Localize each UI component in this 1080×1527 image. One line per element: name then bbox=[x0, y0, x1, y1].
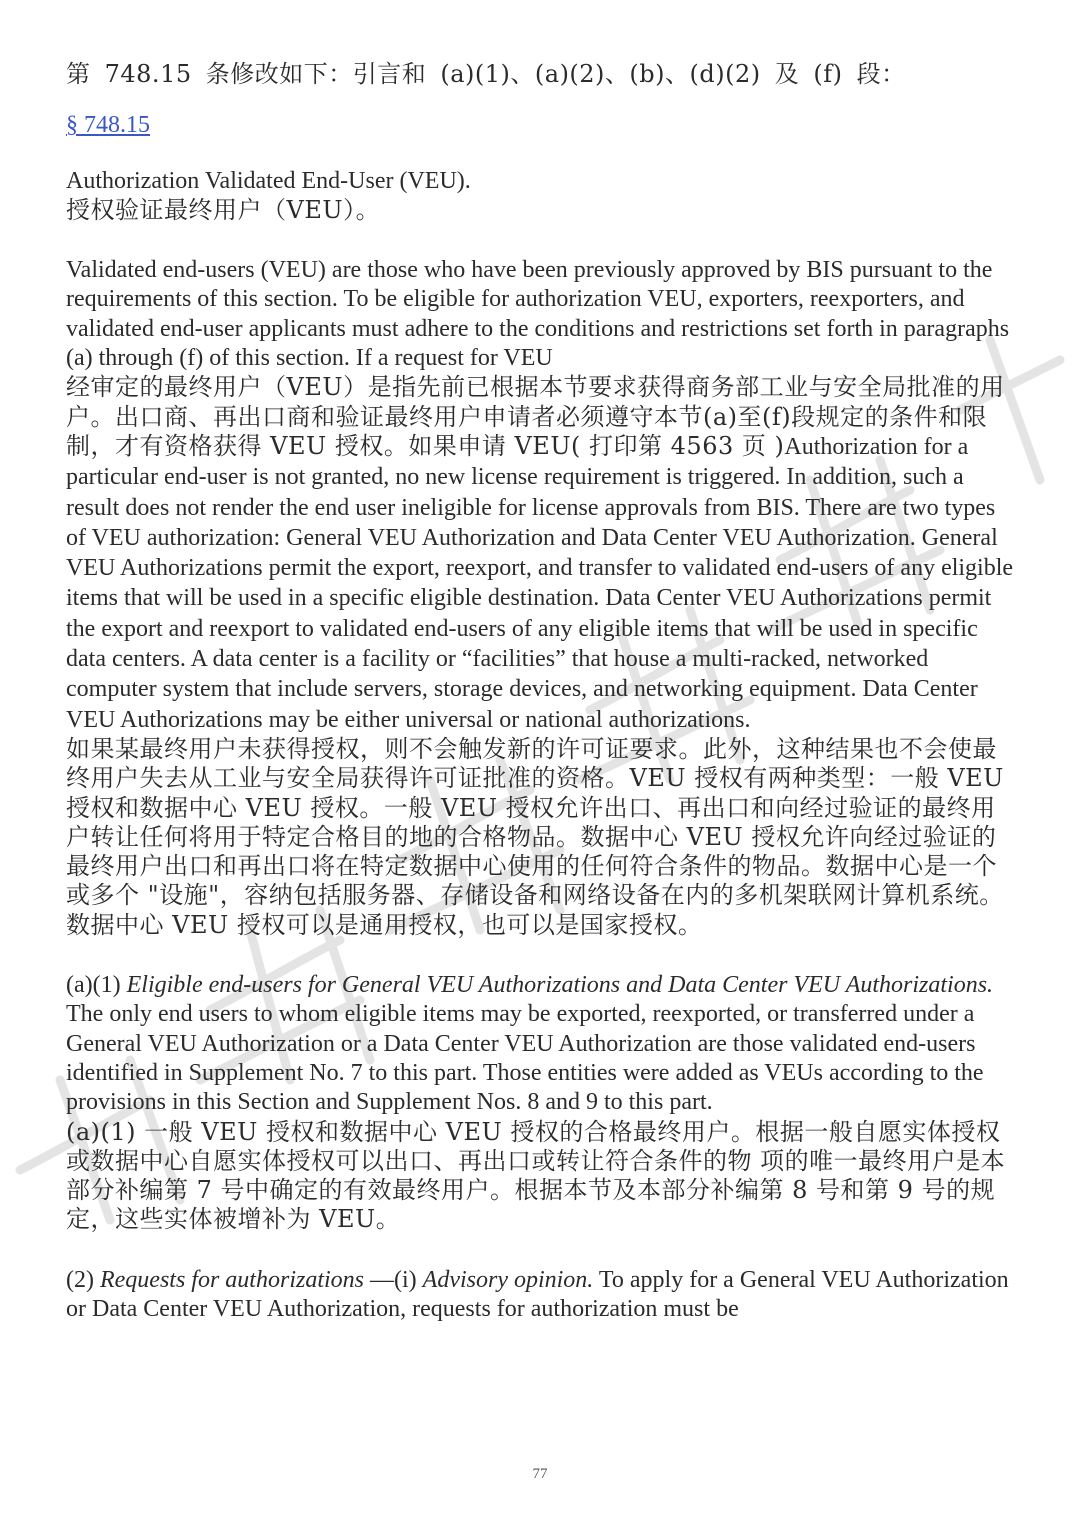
paragraph-a1-heading: Eligible end-users for General VEU Authorizations and Data Center VEU Authorizations. bbox=[126, 972, 994, 999]
paragraph-a1-en bbox=[66, 971, 1016, 1117]
paragraph-a2-label: (2) bbox=[66, 1266, 94, 1293]
paragraph-1-en: Validated end-users (VEU) are those who have been previously approved by BIS pursuant to the requirements of this section. To be eligible for authorization VEU, exporters, reexporters, and validated end-user applicants must adhere to the conditions and restrictions set forth in paragraphs (a) through (f) of this section. If a request for VEU bbox=[66, 257, 1010, 372]
paragraph-1-cn bbox=[66, 373, 1016, 735]
section-title-en: Authorization Validated End-User (VEU). bbox=[66, 167, 471, 194]
paragraph-a1-label: (a)(1) bbox=[66, 972, 121, 999]
paragraph-1-cn-continuation: 如果某最终用户未获得授权，则不会触发新的许可证要求。此外，这种结果也不会使最终用户失去从工业与安全局获得许可证批准的资格。VEU 授权有两种类型：一般 VEU 授权和数据中心 VEU 授权。一般 VEU 授权允许出口、再出口和向经过验证的最终用户转让任何将用于特定合格目的地的合格物品。数据中心 VEU 授权允许向经过验证的最终用户出口和再出口将在特定数据中心使用的任何符合条件的物品。数据中心是一个或多个 "设施"，容纳包括服务器、存储设备和网络设备在内的多机架联网计算机系统。数据中心 VEU 授权可以是通用授权，也可以是国家授权。 bbox=[66, 734, 1004, 939]
spacer bbox=[66, 1235, 1016, 1266]
paragraph-a2-dash: —(i) bbox=[364, 1266, 423, 1293]
paragraph-a2-subheading: Advisory opinion. bbox=[422, 1266, 594, 1293]
amendment-intro: 第 748.15 条修改如下：引言和 (a)(1)、(a)(2)、(b)、(d)(2) 及 (f) 段： bbox=[66, 60, 906, 88]
paragraph-1-en-continuation: Authorization for a particular end-user is not granted, no new license requirement is triggered. In addition, such a result does not render the end user ineligible for license approvals from BIS. There are two types of VEU authorization: General VEU Authorization and Data Center VEU Authorization. General VEU Authorizations permit the export, reexport, and transfer to validated end-users of any eligible items that will be used in a specific eligible destination. Data Center VEU Authorizations permit the export and reexport to validated end-users of any eligible items that will be used in specific data centers. A data center is a facility or “facilities” that house a multi-racked, networked computer system that include servers, storage devices, and networking equipment. Data Center VEU Authorizations may be either universal or national authorizations. bbox=[66, 433, 1014, 733]
section-link[interactable]: § 748.15 bbox=[66, 112, 150, 139]
paragraph-a2-text: To apply for a General VEU Authorization or Data Center VEU Authorization, requests for authorization must be bbox=[66, 1266, 1009, 1322]
spacer bbox=[66, 940, 1016, 971]
paragraph-a1-cn: (a)(1) 一般 VEU 授权和数据中心 VEU 授权的合格最终用户。根据一般自愿实体授权或数据中心自愿实体授权可以出口、再出口或转让符合条件的物 项的唯一最终用户是本部分补编第 7 号中确定的有效最终用户。根据本节及本部分补编第 8 号和第 9 号的规定，这些实体被增补为 VEU。 bbox=[66, 1117, 1006, 1234]
paragraph-a2-en bbox=[66, 1266, 1016, 1325]
paragraph-a2-heading: Requests for authorizations bbox=[99, 1266, 364, 1293]
section-title-cn: 授权验证最终用户（VEU）。 bbox=[66, 195, 381, 224]
paragraph-a1-text: The only end users to whom eligible items may be exported, reexported, or transferred under a General VEU Authorization or a Data Center VEU Authorization are those validated end-users identified in Supplement No. 7 to this part. Those entities were added as VEUs according to the provisions in this Section and Supplement Nos. 8 and 9 to this part. bbox=[66, 1001, 984, 1116]
spacer bbox=[66, 225, 1016, 256]
page-number: 77 bbox=[532, 1466, 548, 1482]
document-body bbox=[66, 60, 1016, 1324]
paragraph-1-cn-text: 经审定的最终用户（VEU）是指先前已根据本节要求获得商务部工业与安全局批准的用户。出口商、再出口商和验证最终用户申请者必须遵守本节(a)至(f)段规定的条件和限制，才有资格获得 VEU 授权。如果申请 VEU( 打印第 4563 页 ) bbox=[66, 373, 1005, 460]
